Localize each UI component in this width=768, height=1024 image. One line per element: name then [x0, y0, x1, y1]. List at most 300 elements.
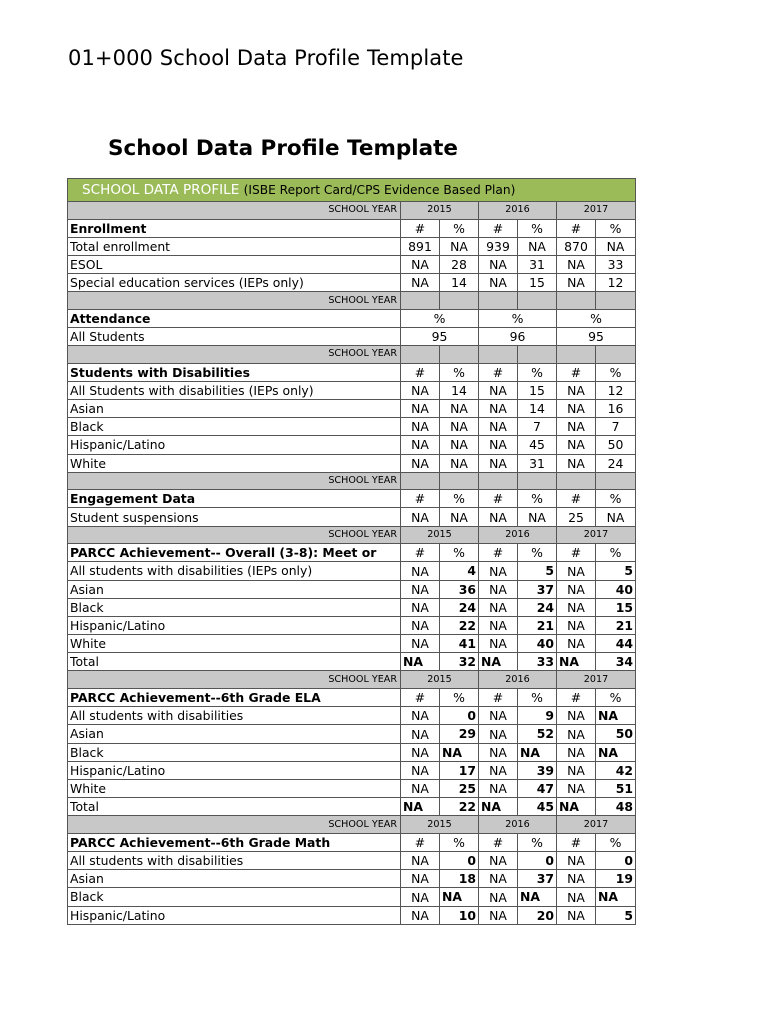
column-header: % [518, 219, 557, 237]
value-cell: NA [479, 870, 518, 888]
column-header: % [596, 688, 636, 706]
value-cell: 7 [518, 418, 557, 436]
value-cell: 36 [440, 580, 479, 598]
school-year-label: SCHOOL YEAR [68, 816, 401, 834]
value-cell: 16 [596, 400, 636, 418]
column-header: % [518, 363, 557, 381]
value-cell: NA [401, 580, 440, 598]
value-cell: NA [479, 798, 518, 816]
value-cell: NA [557, 779, 596, 797]
value-cell: 12 [596, 381, 636, 399]
value-cell: NA [479, 851, 518, 869]
value-cell: NA [401, 779, 440, 797]
year-cell: 2015 [401, 202, 479, 220]
value-cell: 39 [518, 761, 557, 779]
value-cell: NA [401, 562, 440, 580]
row-label: White [68, 779, 401, 797]
value-cell: NA [479, 598, 518, 616]
value-cell: 40 [596, 580, 636, 598]
column-header: # [401, 833, 440, 851]
column-header: # [479, 833, 518, 851]
value-cell: NA [440, 400, 479, 418]
section-title: Attendance [68, 309, 401, 327]
value-cell: 24 [596, 454, 636, 472]
school-year-row [68, 671, 636, 689]
value-cell: NA [596, 707, 636, 725]
value-cell: 37 [518, 580, 557, 598]
value-cell: 21 [596, 616, 636, 634]
year-cell-blank [401, 346, 440, 364]
value-cell: NA [401, 418, 440, 436]
row-label: All students with disabilities [68, 707, 401, 725]
value-cell: NA [479, 274, 518, 292]
column-header: % [596, 833, 636, 851]
year-cell: 2016 [479, 671, 557, 689]
value-cell: 24 [440, 598, 479, 616]
row-label: Student suspensions [68, 508, 401, 526]
year-cell: 2015 [401, 816, 479, 834]
value-cell: 29 [440, 725, 479, 743]
year-cell-blank [518, 472, 557, 490]
value-cell: NA [479, 707, 518, 725]
year-cell: 2016 [479, 526, 557, 544]
value-cell: NA [596, 888, 636, 906]
value-cell: NA [479, 580, 518, 598]
value-cell: NA [557, 725, 596, 743]
column-header: % [440, 490, 479, 508]
value-cell: 45 [518, 798, 557, 816]
value-cell: 34 [596, 653, 636, 671]
value-cell: NA [479, 653, 518, 671]
value-cell: 12 [596, 274, 636, 292]
column-header: % [596, 363, 636, 381]
row-label: All students with disabilities [68, 851, 401, 869]
value-cell: NA [557, 761, 596, 779]
value-cell: 48 [596, 798, 636, 816]
column-header: # [401, 544, 440, 562]
row-label: ESOL [68, 255, 401, 273]
value-cell: NA [557, 562, 596, 580]
section-title: Enrollment [68, 219, 401, 237]
row-label: Black [68, 598, 401, 616]
value-cell: 24 [518, 598, 557, 616]
year-cell-blank [479, 292, 518, 310]
value-cell: NA [440, 454, 479, 472]
column-header: # [479, 219, 518, 237]
table-row [68, 616, 636, 634]
value-cell: NA [401, 725, 440, 743]
school-year-row [68, 346, 636, 364]
section-header-row [68, 309, 636, 327]
value-cell: 0 [596, 851, 636, 869]
school-year-row [68, 526, 636, 544]
year-cell: 2017 [557, 671, 636, 689]
banner-cell [68, 179, 636, 202]
column-header: % [596, 544, 636, 562]
value-cell: NA [557, 255, 596, 273]
table-row [68, 327, 636, 345]
value-cell: 9 [518, 707, 557, 725]
value-cell: NA [557, 580, 596, 598]
column-header: # [401, 219, 440, 237]
table-row [68, 436, 636, 454]
value-cell: 0 [518, 851, 557, 869]
column-header: % [440, 688, 479, 706]
column-header: % [401, 309, 479, 327]
table-row [68, 635, 636, 653]
year-cell-blank [518, 346, 557, 364]
value-cell: 40 [518, 635, 557, 653]
value-cell: NA [401, 255, 440, 273]
value-cell: NA [557, 635, 596, 653]
value-cell: NA [401, 851, 440, 869]
section-title: PARCC Achievement--6th Grade Math [68, 833, 401, 851]
table-row [68, 888, 636, 906]
value-cell: NA [479, 616, 518, 634]
value-cell: NA [401, 454, 440, 472]
table-row [68, 255, 636, 273]
value-cell: NA [440, 508, 479, 526]
row-label: Hispanic/Latino [68, 761, 401, 779]
year-cell-blank [596, 472, 636, 490]
value-cell: NA [479, 779, 518, 797]
value-cell: NA [557, 381, 596, 399]
value-cell: NA [479, 418, 518, 436]
table-row [68, 508, 636, 526]
row-label: Black [68, 888, 401, 906]
section-title: PARCC Achievement--6th Grade ELA [68, 688, 401, 706]
value-cell: 5 [596, 562, 636, 580]
value-cell: 17 [440, 761, 479, 779]
value-cell: NA [557, 400, 596, 418]
value-cell: NA [401, 761, 440, 779]
value-cell: 22 [440, 616, 479, 634]
value-cell: NA [401, 598, 440, 616]
school-year-label: SCHOOL YEAR [68, 346, 401, 364]
value-cell: 52 [518, 725, 557, 743]
document-header: 01+000 School Data Profile Template [68, 46, 464, 70]
year-cell-blank [401, 292, 440, 310]
value-cell: NA [401, 508, 440, 526]
value-cell: 45 [518, 436, 557, 454]
value-cell: NA [557, 888, 596, 906]
row-label: Asian [68, 870, 401, 888]
table-row [68, 870, 636, 888]
value-cell: NA [479, 381, 518, 399]
value-cell: NA [479, 888, 518, 906]
year-cell: 2017 [557, 202, 636, 220]
value-cell: 95 [557, 327, 636, 345]
total-row [68, 653, 636, 671]
year-cell-blank [596, 292, 636, 310]
column-header: # [401, 490, 440, 508]
value-cell: NA [401, 381, 440, 399]
value-cell: 15 [596, 598, 636, 616]
value-cell: 939 [479, 237, 518, 255]
value-cell: 37 [518, 870, 557, 888]
value-cell: 0 [440, 707, 479, 725]
table-row [68, 237, 636, 255]
value-cell: NA [557, 653, 596, 671]
value-cell: NA [557, 743, 596, 761]
value-cell: 42 [596, 761, 636, 779]
year-cell-blank [440, 472, 479, 490]
table-row [68, 761, 636, 779]
value-cell: NA [557, 454, 596, 472]
table-row [68, 598, 636, 616]
value-cell: 15 [518, 274, 557, 292]
value-cell: NA [440, 418, 479, 436]
value-cell: 31 [518, 454, 557, 472]
column-header: # [557, 544, 596, 562]
column-header: % [518, 544, 557, 562]
table-row [68, 743, 636, 761]
value-cell: 28 [440, 255, 479, 273]
value-cell: NA [557, 870, 596, 888]
value-cell: 14 [518, 400, 557, 418]
row-label: All Students with disabilities (IEPs only) [68, 381, 401, 399]
row-label: All Students [68, 327, 401, 345]
year-cell-blank [596, 346, 636, 364]
year-cell: 2016 [479, 816, 557, 834]
value-cell: NA [479, 743, 518, 761]
section-header-row [68, 833, 636, 851]
value-cell: NA [557, 798, 596, 816]
school-year-label: SCHOOL YEAR [68, 202, 401, 220]
value-cell: NA [401, 906, 440, 924]
table-row [68, 400, 636, 418]
year-cell-blank [479, 472, 518, 490]
column-header: % [440, 544, 479, 562]
value-cell: NA [557, 851, 596, 869]
year-cell-blank [401, 472, 440, 490]
section-header-row [68, 219, 636, 237]
row-label: Black [68, 418, 401, 436]
value-cell: 21 [518, 616, 557, 634]
column-header: % [479, 309, 557, 327]
row-label: Hispanic/Latino [68, 436, 401, 454]
year-cell-blank [518, 292, 557, 310]
value-cell: NA [479, 906, 518, 924]
banner-subtitle: (ISBE Report Card/CPS Evidence Based Plan) [243, 182, 516, 197]
document-title: School Data Profile Template [108, 136, 458, 161]
value-cell: NA [479, 508, 518, 526]
year-cell-blank [557, 292, 596, 310]
value-cell: NA [518, 237, 557, 255]
column-header: % [518, 833, 557, 851]
row-label: Total [68, 653, 401, 671]
column-header: # [479, 688, 518, 706]
column-header: % [518, 490, 557, 508]
column-header: # [557, 490, 596, 508]
value-cell: NA [518, 508, 557, 526]
column-header: % [596, 219, 636, 237]
year-cell: 2016 [479, 202, 557, 220]
row-label: Total enrollment [68, 237, 401, 255]
value-cell: NA [479, 725, 518, 743]
year-cell: 2017 [557, 816, 636, 834]
value-cell: 22 [440, 798, 479, 816]
value-cell: 32 [440, 653, 479, 671]
column-header: # [401, 688, 440, 706]
value-cell: NA [557, 418, 596, 436]
column-header: # [401, 363, 440, 381]
value-cell: 5 [518, 562, 557, 580]
section-header-row [68, 363, 636, 381]
column-header: # [479, 544, 518, 562]
value-cell: 5 [596, 906, 636, 924]
row-label: White [68, 454, 401, 472]
banner-row [68, 179, 636, 202]
year-cell-blank [440, 346, 479, 364]
value-cell: 14 [440, 381, 479, 399]
year-cell-blank [479, 346, 518, 364]
row-label: Total [68, 798, 401, 816]
column-header: % [596, 490, 636, 508]
value-cell: 10 [440, 906, 479, 924]
year-cell: 2015 [401, 526, 479, 544]
value-cell: NA [479, 562, 518, 580]
school-year-row [68, 292, 636, 310]
table-row [68, 779, 636, 797]
value-cell: NA [401, 400, 440, 418]
table-row [68, 381, 636, 399]
value-cell: 33 [518, 653, 557, 671]
section-title: PARCC Achievement-- Overall (3-8): Meet or [68, 544, 401, 562]
value-cell: 25 [440, 779, 479, 797]
year-cell: 2017 [557, 526, 636, 544]
value-cell: 15 [518, 381, 557, 399]
value-cell: NA [479, 454, 518, 472]
table-row [68, 562, 636, 580]
column-header: % [518, 688, 557, 706]
school-year-label: SCHOOL YEAR [68, 526, 401, 544]
value-cell: 4 [440, 562, 479, 580]
row-label: Hispanic/Latino [68, 906, 401, 924]
year-cell-blank [440, 292, 479, 310]
value-cell: 47 [518, 779, 557, 797]
value-cell: NA [596, 237, 636, 255]
value-cell: NA [440, 436, 479, 454]
row-label: Black [68, 743, 401, 761]
school-year-label: SCHOOL YEAR [68, 671, 401, 689]
table-row [68, 580, 636, 598]
value-cell: NA [479, 255, 518, 273]
column-header: # [557, 688, 596, 706]
table-row [68, 851, 636, 869]
value-cell: NA [479, 635, 518, 653]
school-data-profile-table [67, 178, 636, 925]
value-cell: NA [401, 798, 440, 816]
year-cell: 2015 [401, 671, 479, 689]
value-cell: NA [557, 906, 596, 924]
value-cell: NA [401, 274, 440, 292]
value-cell: NA [596, 508, 636, 526]
table-row [68, 707, 636, 725]
table-row [68, 725, 636, 743]
value-cell: NA [401, 743, 440, 761]
value-cell: NA [557, 598, 596, 616]
value-cell: NA [518, 888, 557, 906]
value-cell: NA [401, 436, 440, 454]
value-cell: NA [557, 707, 596, 725]
value-cell: 51 [596, 779, 636, 797]
value-cell: NA [557, 616, 596, 634]
section-header-row [68, 544, 636, 562]
column-header: # [479, 363, 518, 381]
value-cell: NA [518, 743, 557, 761]
row-label: Asian [68, 400, 401, 418]
value-cell: 20 [518, 906, 557, 924]
table-row [68, 274, 636, 292]
table-body [68, 179, 636, 925]
table-row [68, 454, 636, 472]
value-cell: 19 [596, 870, 636, 888]
column-header: # [479, 490, 518, 508]
row-label: Hispanic/Latino [68, 616, 401, 634]
value-cell: NA [401, 616, 440, 634]
row-label: Special education services (IEPs only) [68, 274, 401, 292]
value-cell: 891 [401, 237, 440, 255]
value-cell: 41 [440, 635, 479, 653]
value-cell: NA [557, 436, 596, 454]
value-cell: NA [479, 400, 518, 418]
column-header: % [440, 363, 479, 381]
section-header-row [68, 490, 636, 508]
section-title: Students with Disabilities [68, 363, 401, 381]
value-cell: 50 [596, 436, 636, 454]
school-year-row [68, 472, 636, 490]
column-header: % [557, 309, 636, 327]
value-cell: 7 [596, 418, 636, 436]
value-cell: NA [440, 237, 479, 255]
value-cell: NA [401, 707, 440, 725]
value-cell: NA [401, 888, 440, 906]
row-label: Asian [68, 725, 401, 743]
column-header: % [440, 219, 479, 237]
value-cell: NA [401, 870, 440, 888]
value-cell: NA [479, 436, 518, 454]
table-row [68, 906, 636, 924]
table-row [68, 418, 636, 436]
value-cell: 14 [440, 274, 479, 292]
value-cell: 18 [440, 870, 479, 888]
value-cell: NA [596, 743, 636, 761]
value-cell: 50 [596, 725, 636, 743]
column-header: # [557, 363, 596, 381]
year-cell-blank [557, 472, 596, 490]
column-header: % [440, 833, 479, 851]
value-cell: NA [440, 743, 479, 761]
row-label: White [68, 635, 401, 653]
section-header-row [68, 688, 636, 706]
value-cell: 31 [518, 255, 557, 273]
value-cell: 25 [557, 508, 596, 526]
column-header: # [557, 219, 596, 237]
value-cell: NA [401, 653, 440, 671]
year-cell-blank [557, 346, 596, 364]
value-cell: 96 [479, 327, 557, 345]
value-cell: 95 [401, 327, 479, 345]
row-label: All students with disabilities (IEPs only) [68, 562, 401, 580]
row-label: Asian [68, 580, 401, 598]
value-cell: NA [440, 888, 479, 906]
value-cell: NA [479, 761, 518, 779]
value-cell: NA [401, 635, 440, 653]
value-cell: NA [557, 274, 596, 292]
school-year-row [68, 816, 636, 834]
total-row [68, 798, 636, 816]
